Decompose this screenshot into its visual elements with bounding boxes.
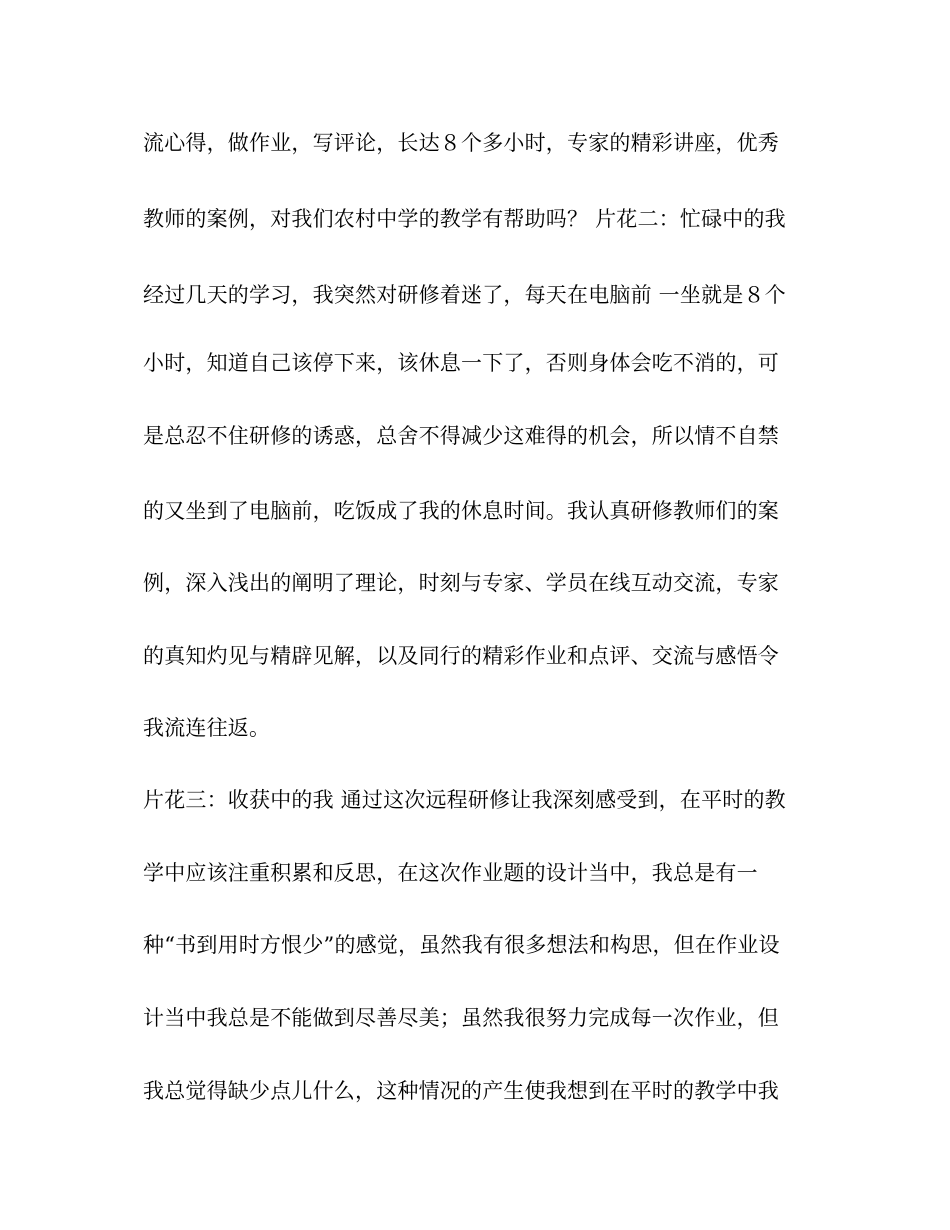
paragraph-line: 是总忍不住研修的诱惑，总舍不得减少这难得的机会，所以情不自禁	[143, 424, 779, 448]
paragraph-line: 我总觉得缺少点儿什么，这种情况的产生使我想到在平时的教学中我	[143, 1079, 779, 1103]
paragraph-line: 例，深入浅出的阐明了理论，时刻与专家、学员在线互动交流，专家	[143, 571, 779, 595]
paragraph-line: 经过几天的学习，我突然对研修着迷了，每天在电脑前 一坐就是８个	[143, 283, 786, 307]
paragraph-line: 种“书到用时方恨少”的感觉，虽然我有很多想法和构思，但在作业设	[143, 933, 780, 957]
paragraph-line: 片花三：收获中的我 通过这次远程研修让我深刻感受到，在平时的教	[143, 788, 786, 812]
paragraph-line: 教师的案例，对我们农村中学的教学有帮助吗？ 片花二：忙碌中的我	[143, 207, 786, 231]
paragraph-line: 学中应该注重积累和反思，在这次作业题的设计当中，我总是有一	[143, 861, 758, 885]
paragraph-line: 小时，知道自己该停下来，该休息一下了，否则身体会吃不消的，可	[143, 351, 779, 375]
paragraph-line: 流心得，做作业，写评论，长达８个多小时，专家的精彩讲座，优秀	[143, 131, 779, 155]
paragraph-line: 计当中我总是不能做到尽善尽美；虽然我很努力完成每一次作业，但	[143, 1006, 779, 1030]
paragraph-line: 的真知灼见与精辟见解，以及同行的精彩作业和点评、交流与感悟令	[143, 644, 779, 668]
paragraph-line: 我流连往返。	[143, 716, 271, 740]
paragraph-line: 的又坐到了电脑前，吃饭成了我的休息时间。我认真研修教师们的案	[143, 499, 779, 523]
